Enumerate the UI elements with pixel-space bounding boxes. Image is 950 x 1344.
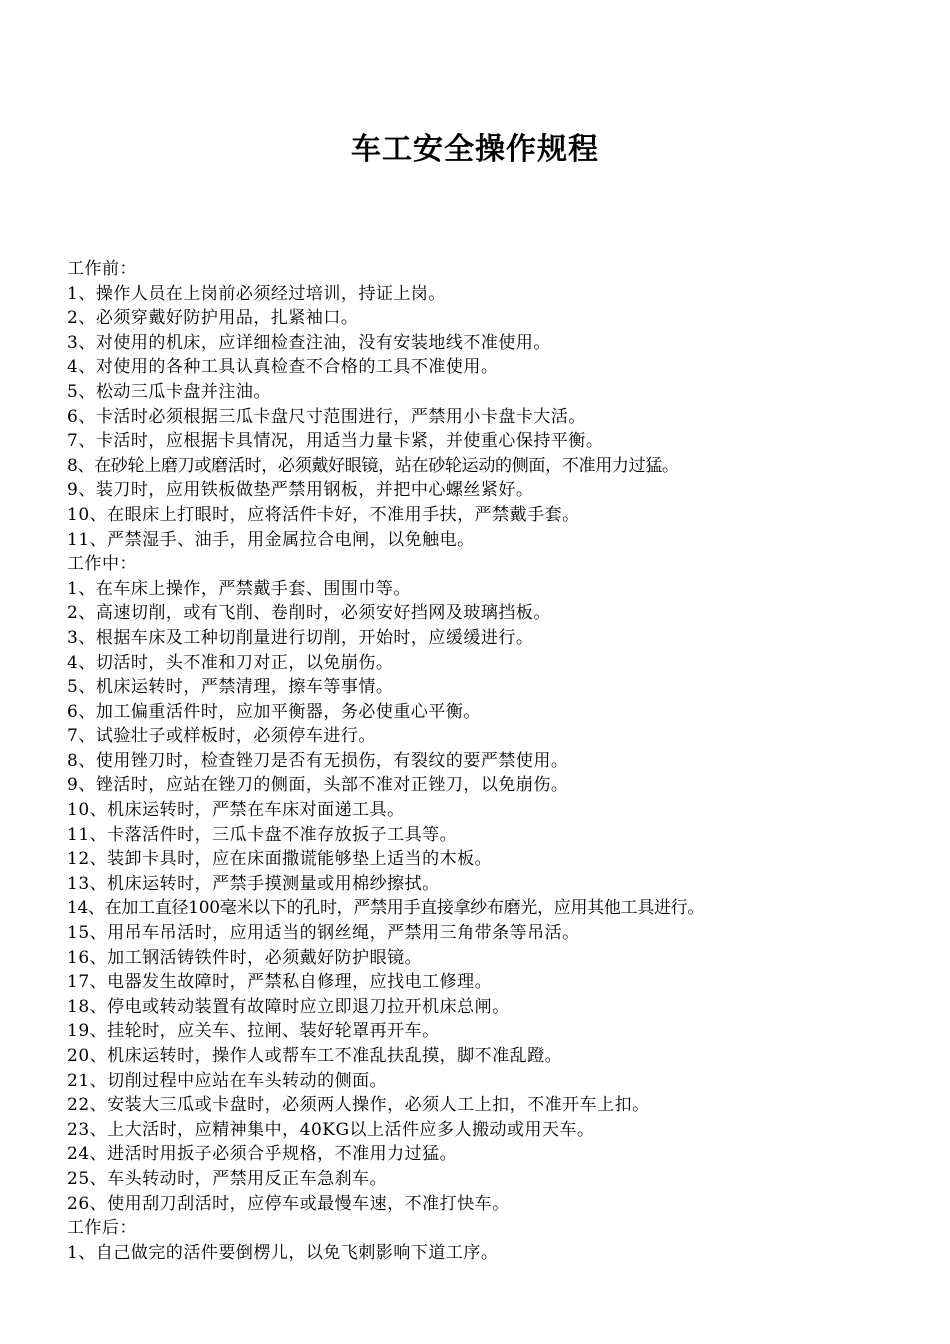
list-item: 8、使用锉刀时，检查锉刀是否有无损伤，有裂纹的要严禁使用。 — [67, 750, 569, 771]
list-item: 14、在加工直径100毫米以下的孔时，严禁用手直接拿纱布磨光，应用其他工具进行。 — [67, 898, 705, 919]
list-item: 1、自己做完的活件要倒楞儿，以免飞刺影响下道工序。 — [67, 1242, 499, 1263]
list-item: 23、上大活时，应精神集中，40KG以上活件应多人搬动或用天车。 — [67, 1119, 595, 1140]
list-item: 5、松动三瓜卡盘并注油。 — [67, 381, 271, 402]
list-item: 18、停电或转动装置有故障时应立即退刀拉开机床总闸。 — [67, 996, 510, 1017]
document-title: 车工安全操作规程 — [351, 132, 599, 167]
list-item: 9、锉活时，应站在锉刀的侧面，头部不准对正锉刀，以免崩伤。 — [67, 775, 569, 796]
list-item: 13、机床运转时，严禁手摸测量或用棉纱擦拭。 — [67, 873, 440, 894]
list-item: 22、安装大三瓜或卡盘时，必须两人操作，必须人工上扣，不准开车上扣。 — [67, 1095, 650, 1116]
list-item: 7、试验壮子或样板时，必须停车进行。 — [67, 726, 376, 747]
list-item: 15、用吊车吊活时，应用适当的钢丝绳，严禁用三角带条等吊活。 — [67, 923, 580, 944]
list-item: 11、严禁湿手、油手，用金属拉合电闸，以免触电。 — [67, 529, 475, 550]
list-item: 11、卡落活件时，三瓜卡盘不准存放扳子工具等。 — [67, 824, 458, 845]
list-item: 12、装卸卡具时，应在床面撒谎能够垫上适当的木板。 — [67, 849, 493, 870]
list-item: 6、卡活时必须根据三瓜卡盘尺寸范围进行，严禁用小卡盘卡大活。 — [67, 406, 586, 427]
list-item: 26、使用刮刀刮活时，应停车或最慢车速，不准打快车。 — [67, 1193, 510, 1214]
list-item: 2、必须穿戴好防护用品，扎紧袖口。 — [67, 308, 359, 329]
section-heading-after-work: 工作后： — [67, 1218, 137, 1239]
list-item: 4、切活时，头不准和刀对正，以免崩伤。 — [67, 652, 394, 673]
section-heading-before-work: 工作前： — [67, 259, 137, 279]
list-item: 9、装刀时，应用铁板做垫严禁用钢板，并把中心螺丝紧好。 — [67, 480, 534, 501]
list-item: 10、在眼床上打眼时，应将活件卡好，不准用手扶，严禁戴手套。 — [67, 504, 580, 525]
list-item: 25、车头转动时，严禁用反正车急刹车。 — [67, 1168, 388, 1189]
list-item: 10、机床运转时，严禁在车床对面递工具。 — [67, 800, 405, 821]
list-item: 20、机床运转时，操作人或帮车工不准乱扶乱摸，脚不准乱蹬。 — [67, 1046, 563, 1066]
list-item: 19、挂轮时，应关车、拉闸、装好轮罩再开车。 — [67, 1021, 440, 1042]
list-item: 2、高速切削，或有飞削、卷削时，必须安好挡网及玻璃挡板。 — [67, 603, 551, 624]
list-item: 5、机床运转时，严禁清理，擦车等事情。 — [67, 677, 394, 698]
list-item: 1、在车床上操作，严禁戴手套、围围巾等。 — [67, 578, 411, 599]
list-item: 3、对使用的机床，应详细检查注油，没有安装地线不准使用。 — [67, 332, 551, 353]
list-item: 24、进活时用扳子必须合乎规格，不准用力过猛。 — [67, 1144, 458, 1165]
list-item: 3、根据车床及工种切削量进行切削，开始时，应缓缓进行。 — [67, 627, 534, 648]
section-heading-during-work: 工作中： — [67, 554, 137, 575]
list-item: 7、卡活时，应根据卡具情况，用适当力量卡紧，并使重心保持平衡。 — [67, 431, 604, 452]
list-item: 4、对使用的各种工具认真检查不合格的工具不准使用。 — [67, 357, 499, 378]
list-item: 6、加工偏重活件时，应加平衡器，务必使重心平衡。 — [67, 701, 481, 722]
list-item: 17、电器发生故障时，严禁私自修理，应找电工修理。 — [67, 972, 493, 993]
list-item: 1、操作人员在上岗前必须经过培训，持证上岗。 — [67, 283, 446, 304]
document-body — [67, 257, 927, 1265]
list-item: 21、切削过程中应站在车头转动的侧面。 — [67, 1070, 388, 1091]
list-item: 8、在砂轮上磨刀或磨活时，必须戴好眼镜，站在砂轮运动的侧面，不准用力过猛。 — [67, 455, 679, 476]
list-item: 16、加工钢活铸铁件时，必须戴好防护眼镜。 — [67, 947, 423, 968]
